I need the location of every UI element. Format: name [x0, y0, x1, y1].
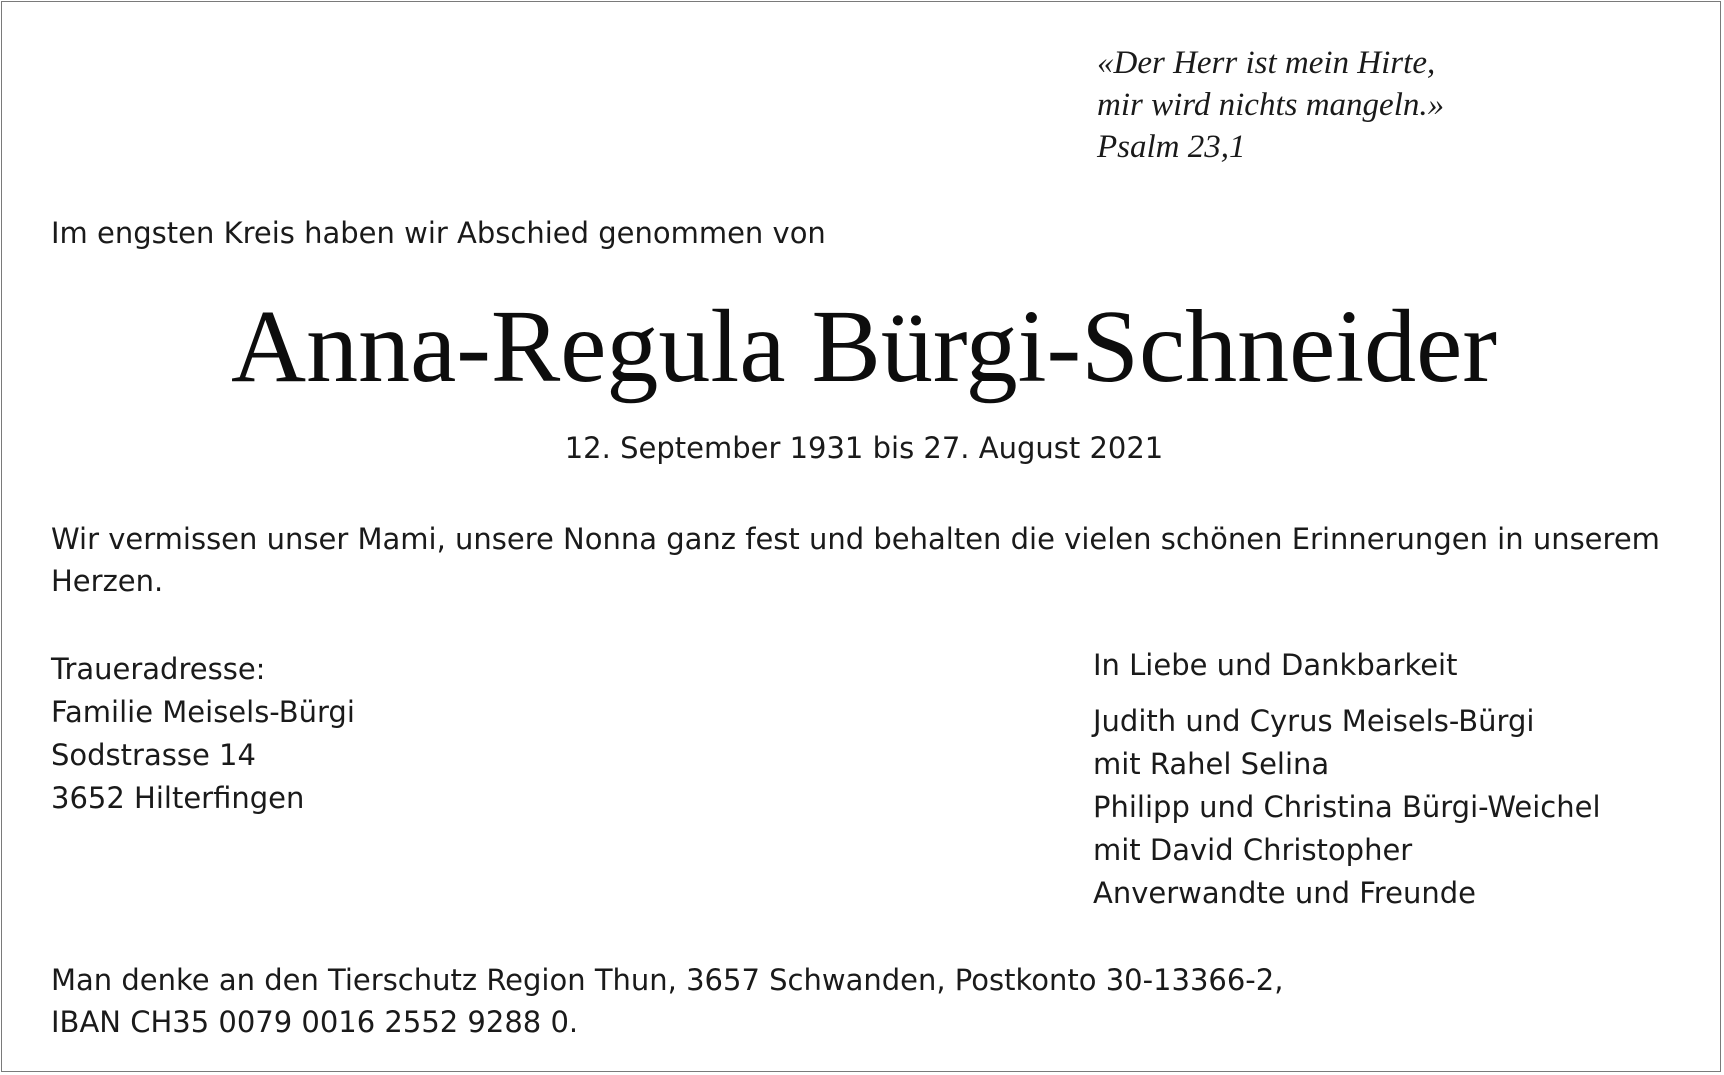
quote-line: mir wird nichts mangeln.» [1097, 87, 1445, 123]
obituary-notice [1, 1, 1721, 1072]
donation-line: Man denke an den Tierschutz Region Thun, 3657 Schwanden, Postkonto 30-13366-2, [51, 963, 1284, 997]
address-line: Sodstrasse 14 [51, 738, 256, 772]
mourners-title: In Liebe und Dankbarkeit [1093, 648, 1458, 682]
memorial-message: Wir vermissen unser Mami, unsere Nonna ganz fest und behalten die vielen schönen Erinnerungen in unserem Herzen. [51, 522, 1660, 598]
donation-note [51, 959, 1283, 1043]
donation-line: IBAN CH35 0079 0016 2552 9288 0. [51, 1005, 579, 1039]
mourner-line: Anverwandte und Freunde [1093, 876, 1476, 910]
address-label: Traueradresse: [51, 652, 266, 686]
deceased-name: Anna-Regula Bürgi-Schneider [231, 289, 1497, 404]
address-line: Familie Meisels-Bürgi [51, 695, 355, 729]
intro-text: Im engsten Kreis haben wir Abschied genommen von [51, 216, 826, 250]
mourners-list [1093, 700, 1601, 915]
quote-reference: Psalm 23,1 [1097, 129, 1246, 165]
quote-line: «Der Herr ist mein Hirte, [1097, 45, 1436, 81]
mourner-line: mit Rahel Selina [1093, 747, 1330, 781]
address-line: 3652 Hilterfingen [51, 781, 305, 815]
mourner-line: mit David Christopher [1093, 833, 1413, 867]
mourner-line: Philipp und Christina Bürgi-Weichel [1093, 790, 1601, 824]
life-dates: 12. September 1931 bis 27. August 2021 [564, 431, 1164, 465]
mourning-address [51, 648, 355, 820]
mourner-line: Judith und Cyrus Meisels-Bürgi [1093, 704, 1535, 738]
bible-quote [1097, 42, 1444, 168]
